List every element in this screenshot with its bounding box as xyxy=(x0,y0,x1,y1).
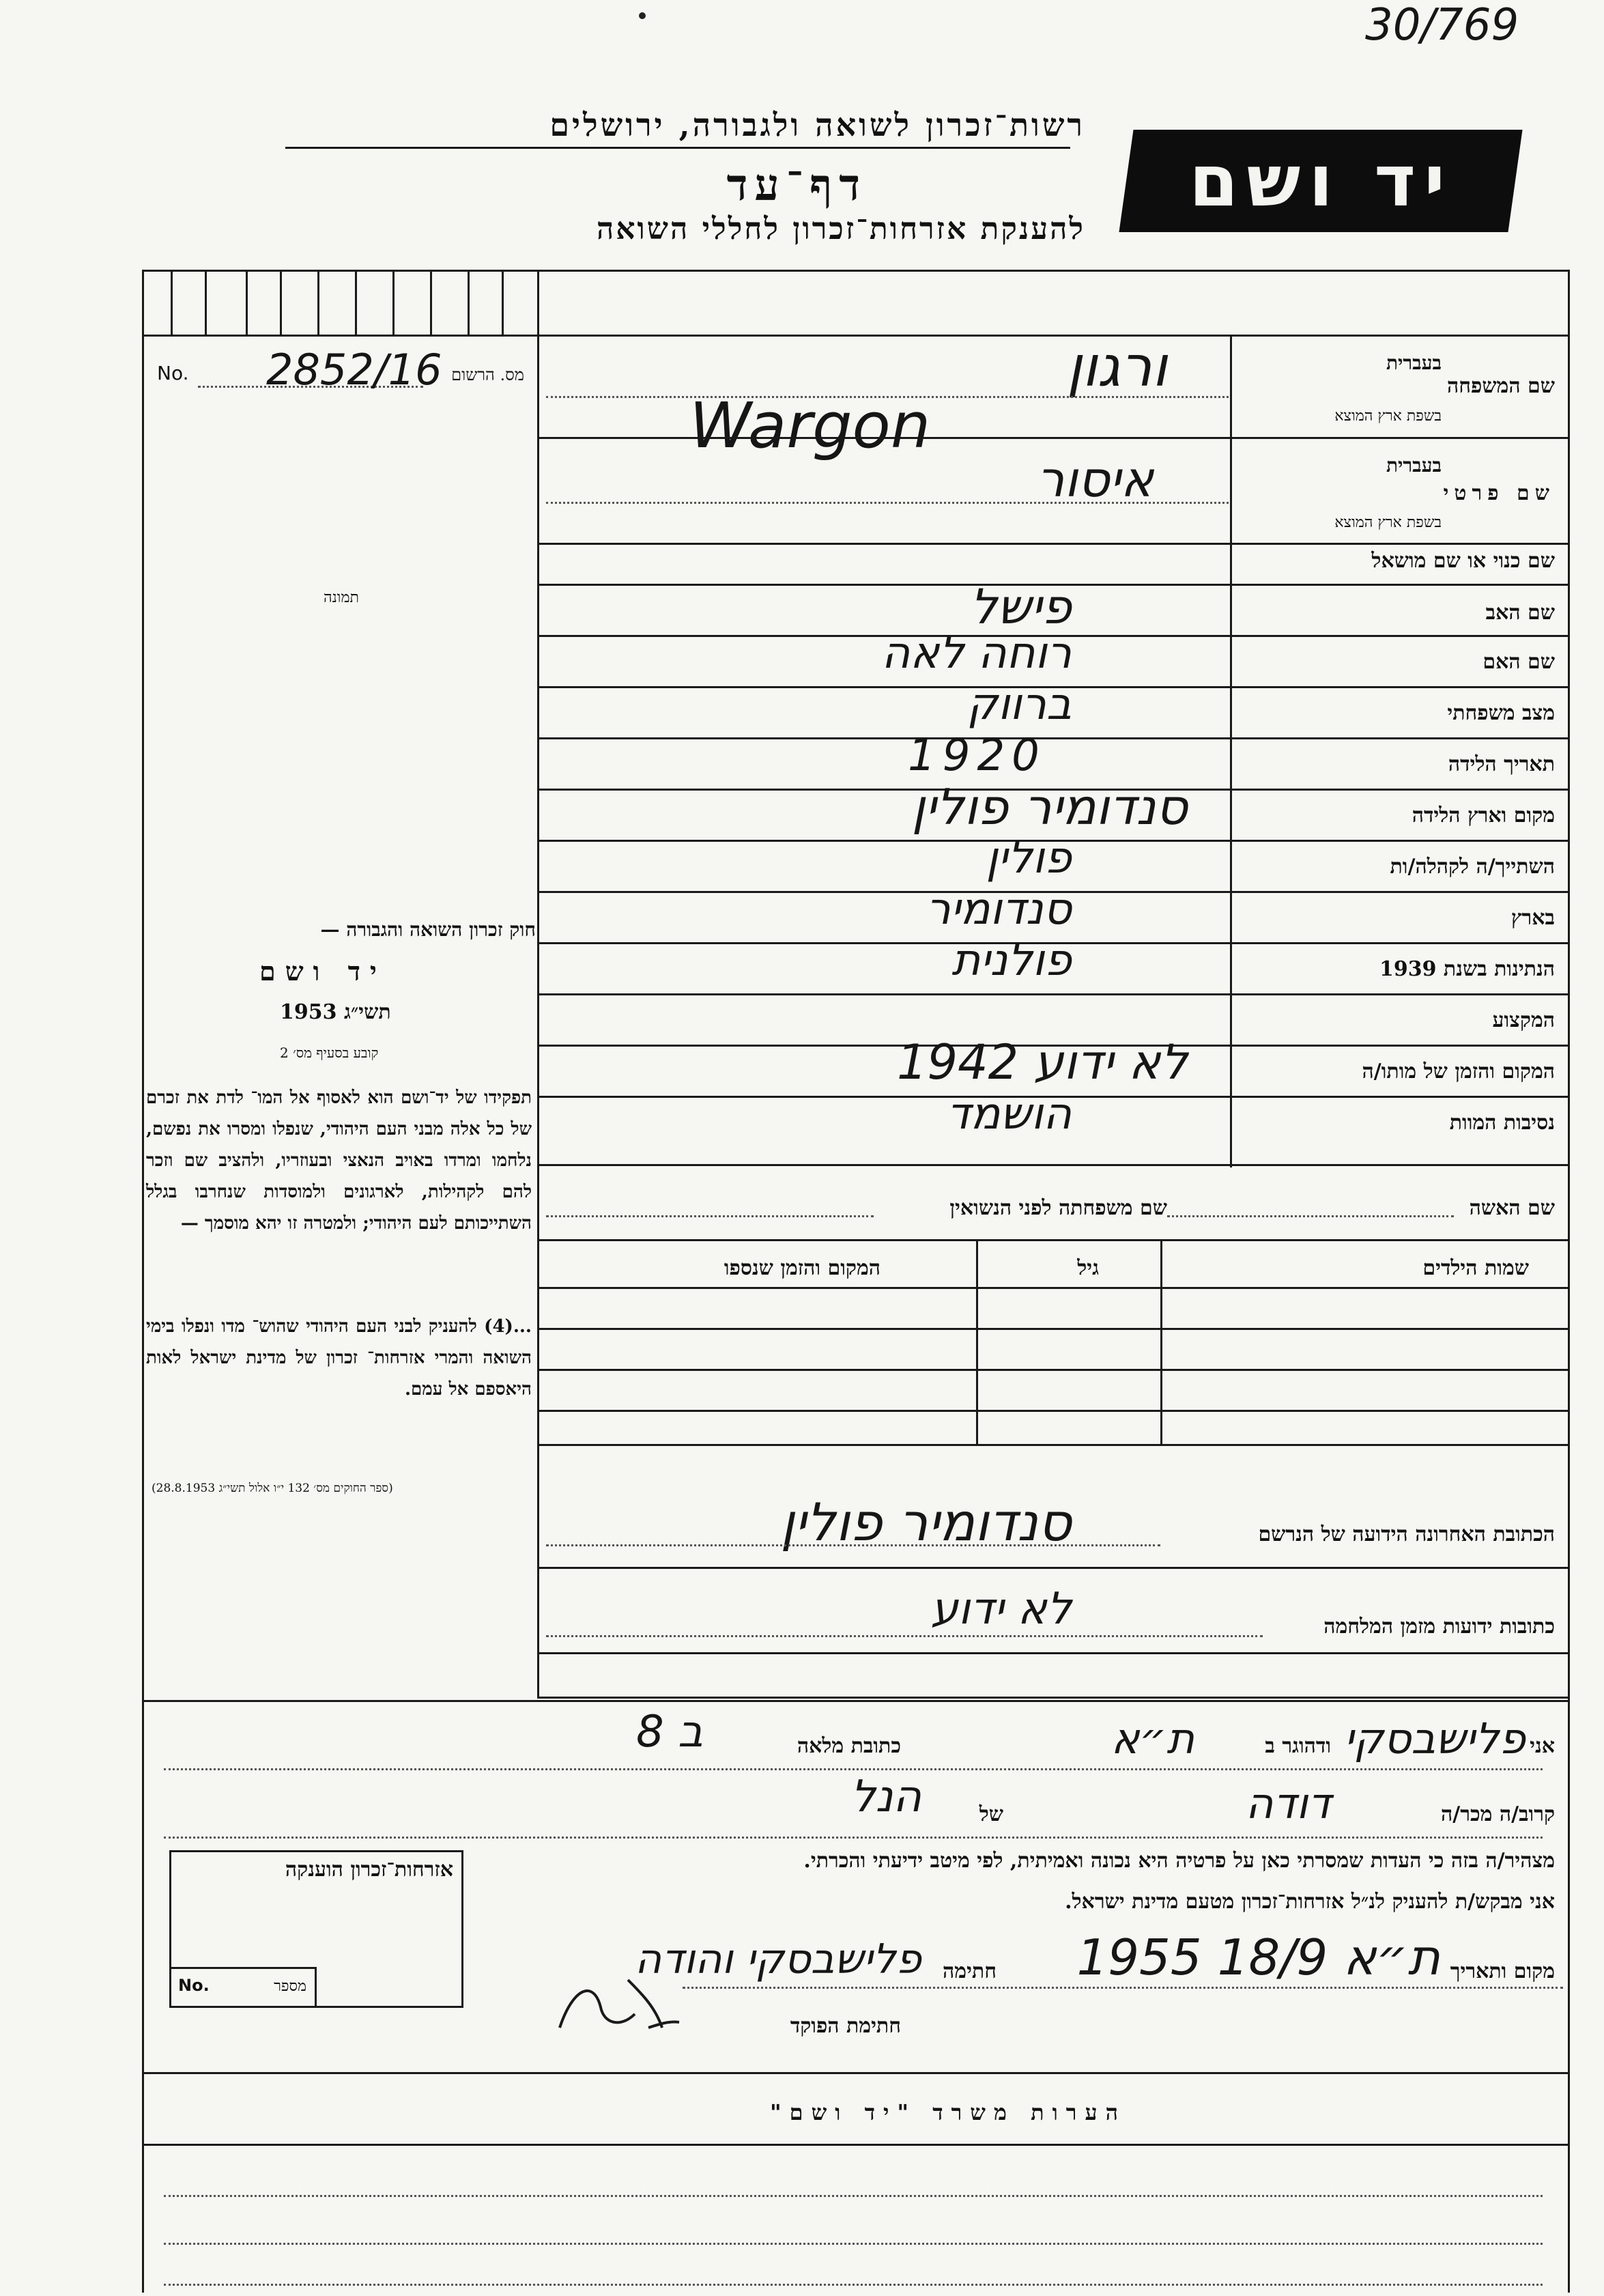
full-address-label: כתובת מלאה xyxy=(797,1734,901,1758)
war-addresses-label: כתובות ידועות מזמן המלחמה xyxy=(1323,1615,1555,1639)
law-paragraph-2 xyxy=(146,1311,532,1405)
law-paragraph-1-text: תפקידו של יד־ושם הוא לאסוף אל המו־ לדת את זכרם של כל אלה מבני העם היהודי, שנפלו ומסרו את נפשם, נלחמו ומרדו באויב הנאצי ובעוזריו, ולהציב שם וזכר להם לקהילות, לארגונים ולמוסדות שנחרבו בגלל השתייכותם לעם היהודי; ולמטרה זו יהא מוסמך — xyxy=(146,1088,532,1234)
birth-place: סנדומיר פולין xyxy=(911,778,1188,836)
remarks-top-rule xyxy=(142,2072,1568,2074)
top-tick xyxy=(317,270,319,335)
logo-text: יד ושם xyxy=(1188,139,1453,223)
dotted-line xyxy=(546,1544,1160,1546)
row-rule xyxy=(537,1697,1568,1699)
dotted-line xyxy=(546,1635,1263,1637)
row-rule xyxy=(537,543,1568,545)
top-band-rule xyxy=(142,335,538,337)
remarks-dots xyxy=(164,2284,1543,2286)
wife-name-label: שם האשה xyxy=(1469,1196,1555,1220)
law-title: חוק זכרון השואה והגבורה — xyxy=(320,918,536,941)
of-label: של xyxy=(979,1802,1003,1826)
officer-signature xyxy=(546,1966,683,2041)
children-names-header: שמות הילדים xyxy=(1422,1256,1529,1280)
community-label: השתייך/ה לקהלה/ות xyxy=(1390,855,1555,879)
signature-label: חתימה xyxy=(943,1959,997,1983)
death-place-time-label: המקום והזמן של מותו/ה xyxy=(1362,1060,1555,1083)
top-tick xyxy=(430,270,432,335)
full-address: ב 8 xyxy=(635,1707,703,1757)
citizenship-title: אזרחות־זכרון הוענקה xyxy=(285,1858,453,1882)
community: פולין xyxy=(986,833,1072,883)
law-name: יד ושם xyxy=(259,956,386,987)
declaration-statement: מצהיר/ה בזה כי העדות שמסרתי כאן על פרטיה היא נכונה ואמיתית, לפי מיטב ידיעתי והכרתי. xyxy=(803,1849,1555,1873)
first-name-label: שם פרטי xyxy=(1443,481,1555,505)
top-tick xyxy=(468,270,470,335)
declaration-request: אני מבקש/ת להעניק לנ״ל אזרחות־זכרון מטעם מדינת ישראל. xyxy=(1065,1890,1555,1914)
remarks-dots xyxy=(164,2243,1543,2245)
top-tick xyxy=(502,270,504,335)
top-tick xyxy=(392,270,395,335)
family-name-hebrew-tag: בעברית xyxy=(1386,352,1442,374)
relative-label: קרוב/ה מכר/ה xyxy=(1441,1802,1555,1826)
photo-label: תמונה xyxy=(324,589,359,606)
citizenship-no-field xyxy=(171,1967,317,2006)
remarks-label: הערות משרד "יד ושם" xyxy=(769,2099,1126,2125)
family-name-label: שם המשפחה xyxy=(1446,374,1555,398)
table-row-rule xyxy=(537,1444,1568,1446)
dotted-line xyxy=(164,1837,1543,1839)
row-rule xyxy=(537,737,1568,739)
mother-name: רוחה לאה xyxy=(881,628,1072,679)
citizenship-box xyxy=(169,1850,463,2008)
residence-1939: פולנית xyxy=(951,935,1072,986)
birth-date-label: תאריך הלידה xyxy=(1448,752,1555,776)
dotted-line xyxy=(546,502,1229,504)
remarks-dots xyxy=(164,2195,1543,2197)
children-age-header: גיל xyxy=(1077,1256,1099,1280)
father-label: שם האב xyxy=(1485,601,1555,625)
dotted-line xyxy=(683,1987,1563,1989)
children-death-header: המקום והזמן שנספו xyxy=(724,1256,880,1280)
top-tick xyxy=(355,270,357,335)
row-rule xyxy=(537,1652,1568,1654)
row-rule xyxy=(537,1567,1568,1569)
section-rule xyxy=(142,1700,1568,1702)
death-circumstances-label: נסיבות המוות xyxy=(1449,1111,1555,1135)
law-paragraph-2-text: ...(4) להעניק לבני העם היהודי שהוש־ מדו ונפלו בימי השואה והמרי אזרחות־ זכרון של מדינת ישראל לאות היאספם אל עמם. xyxy=(146,1316,532,1400)
resident-of-label: ודהוגר ב xyxy=(1265,1734,1331,1758)
registration-label: מס. הרשום xyxy=(451,365,524,384)
form-subtitle: להענקת אזרחות־זכרון לחללי השואה xyxy=(596,212,1085,246)
wife-maiden-label: שם משפחתה לפני הנשואין xyxy=(949,1196,1167,1220)
citizenship-no-he: מספר xyxy=(274,1978,306,1995)
top-tick xyxy=(205,270,207,335)
birth-place-label: מקום וארץ הלידה xyxy=(1412,804,1555,827)
first-name-origin-tag: בשפת ארץ המוצא xyxy=(1334,514,1442,531)
law-year: תשי״ג 1953 xyxy=(280,1000,391,1024)
label-column-divider xyxy=(1230,335,1232,1167)
family-name-hebrew: ורגון xyxy=(1066,335,1167,399)
signature: פלישבסקי והודה xyxy=(634,1936,921,1983)
row-rule xyxy=(537,993,1568,995)
declarant-name: פלישבסקי xyxy=(1344,1714,1526,1763)
yad-vashem-logo xyxy=(1119,130,1522,232)
punch-mark xyxy=(639,12,646,19)
place-date-label: מקום ותאריך xyxy=(1450,1959,1555,1983)
birth-date: 1920 xyxy=(908,731,1046,781)
family-name-latin: Wargon xyxy=(689,389,931,462)
form-top-rule xyxy=(537,335,1568,337)
marital-status-label: מצב משפחתי xyxy=(1447,701,1555,725)
first-name-hebrew-tag: בעברית xyxy=(1386,454,1442,477)
citizenship-no-label: No. xyxy=(178,1976,210,1995)
law-paragraph-1 xyxy=(146,1082,532,1239)
officer-signature-stroke xyxy=(560,1980,679,2028)
table-column-rule xyxy=(976,1239,978,1444)
residence-1939-label: הנתינות בשנת 1939 xyxy=(1379,957,1555,981)
heading-underline xyxy=(285,147,1070,149)
wife-name-dots xyxy=(1167,1215,1454,1217)
row-rule xyxy=(537,437,1568,439)
place-date: ת״א 18/9 1955 xyxy=(1076,1929,1440,1986)
nickname-label: שם כנוי או שם מושאל xyxy=(1371,549,1555,573)
death-place-time: לא ידוע 1942 xyxy=(897,1034,1188,1090)
last-address: סנדומיר פולין xyxy=(780,1492,1072,1553)
country: סנדומיר xyxy=(926,884,1072,935)
death-circumstances: הושמד xyxy=(947,1089,1072,1139)
table-row-rule xyxy=(537,1410,1568,1412)
father-name: פישל xyxy=(970,579,1072,635)
top-tick xyxy=(280,270,282,335)
relation: דודה xyxy=(1245,1778,1331,1828)
mother-label: שם האם xyxy=(1483,650,1555,674)
occupation-label: המקצוע xyxy=(1492,1008,1555,1032)
declarant-city: ת״א xyxy=(1111,1714,1194,1763)
first-name-hebrew: איסור xyxy=(1036,451,1154,508)
row-rule xyxy=(537,1164,1568,1166)
top-tick xyxy=(246,270,248,335)
marital-status: ברווק xyxy=(966,679,1072,730)
table-column-rule xyxy=(1160,1239,1162,1444)
declaration-i: אני xyxy=(1530,1734,1555,1758)
authority-heading: רשות־זכרון לשואה ולגבורה, ירושלים xyxy=(549,107,1085,143)
top-tick xyxy=(171,270,173,335)
country-label: בארץ xyxy=(1510,906,1555,930)
archive-number: 30/769 xyxy=(1365,0,1519,51)
registration-no-label: No. xyxy=(157,362,189,384)
left-column-divider xyxy=(537,270,539,1697)
row-rule xyxy=(537,1239,1568,1241)
form-title: דף־עד xyxy=(726,160,867,211)
officer-signature-label: חתימת הפוקד xyxy=(790,2014,901,2038)
wife-maiden-dots xyxy=(546,1215,874,1217)
remarks-rule xyxy=(142,2144,1568,2146)
war-addresses: לא ידוע xyxy=(930,1584,1072,1634)
law-citation: (ספר החוקים מס׳ 132 י״ו אלול תשי״ג 28.8.1953) xyxy=(152,1482,393,1495)
table-header-rule xyxy=(537,1287,1568,1289)
table-row-rule xyxy=(537,1369,1568,1371)
of-whom: הנל xyxy=(850,1772,921,1822)
registration-number: 2852/16 xyxy=(266,345,442,395)
last-address-label: הכתובת האחרונה הידועה של הנרשם xyxy=(1258,1522,1555,1546)
table-row-rule xyxy=(537,1328,1568,1330)
family-name-origin-tag: בשפת ארץ המוצא xyxy=(1334,408,1442,425)
dotted-line xyxy=(164,1768,1543,1770)
law-clause: קובע בסעיף מס׳ 2 xyxy=(280,1045,379,1061)
